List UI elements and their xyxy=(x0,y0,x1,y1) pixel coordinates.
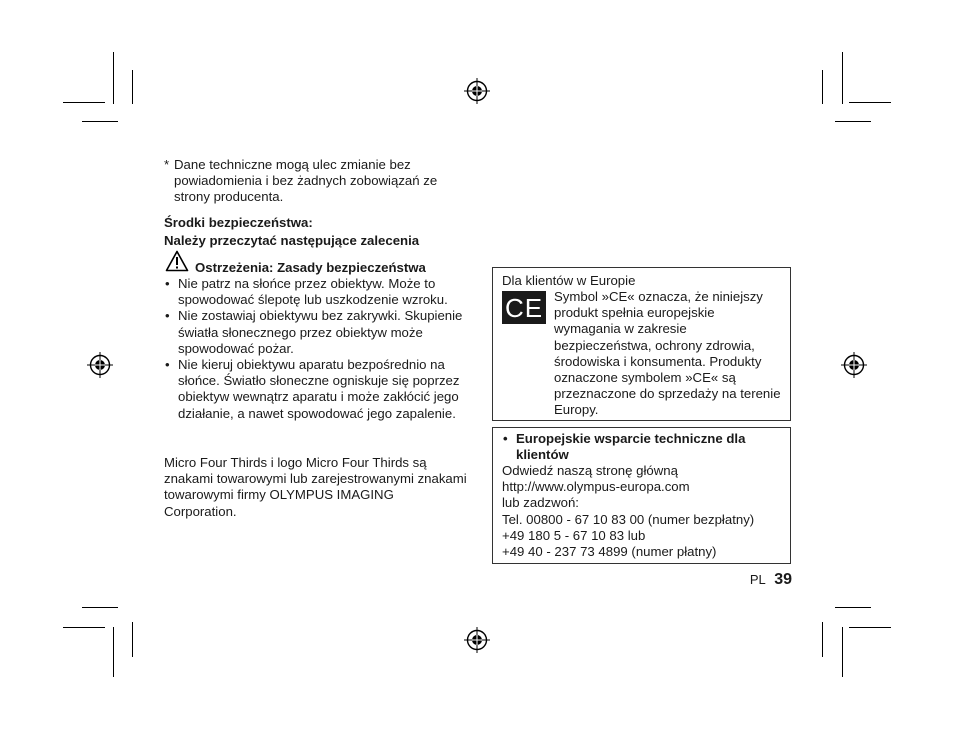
support-line: Odwiedź naszą stronę główną xyxy=(502,463,678,478)
support-heading-text: Europejskie wsparcie techniczne dla klientów xyxy=(516,431,746,463)
europe-box-title: Dla klientów w Europie xyxy=(502,273,636,288)
registration-mark-icon xyxy=(840,351,868,379)
safety-heading: Środki bezpieczeństwa: xyxy=(164,215,313,230)
list-item: • Nie kieruj obiektywu aparatu bezpośrednio na słońce. Światło słoneczne ogniskuje się poprzez obiektyw wewnątrz aparatu i może zakłócić jego działanie, a nawet spowodować jego zapalenie. xyxy=(164,357,464,422)
registration-mark-icon xyxy=(463,77,491,105)
support-line: lub zadzwoń: xyxy=(502,495,579,511)
ce-description: Symbol »CE« oznacza, że niniejszy produkt spełnia europejskie wymagania w zakresie bezpieczeństwa, ochrony zdrowia, środowiska i konsumenta. Produkty oznaczone symbolem »CE« są przeznaczone do sprzedaży na terenie Europy. xyxy=(554,289,781,418)
warning-triangle-icon xyxy=(165,250,189,272)
ce-logo xyxy=(502,291,546,324)
ce-logo-text: CE xyxy=(504,292,544,323)
europe-info-box xyxy=(492,267,791,421)
registration-mark-icon xyxy=(463,626,491,654)
list-item: • Nie patrz na słońce przez obiektyw. Może to spowodować ślepotę lub uszkodzenie wzroku. xyxy=(164,276,464,308)
support-line-phone: Tel. 00800 - 67 10 83 00 (numer bezpłatny) xyxy=(502,511,755,527)
support-lines xyxy=(502,463,787,560)
warning-list xyxy=(164,276,464,422)
note-text: Dane techniczne mogą ulec zmianie bez powiadomienia i bez żadnych zobowiązań ze strony producenta. xyxy=(174,157,438,205)
support-line-url: http://www.olympus-europa.com xyxy=(502,479,690,495)
spec-note xyxy=(164,157,464,206)
safety-subheading: Należy przeczytać następujące zalecenia xyxy=(164,233,420,248)
support-info-box xyxy=(492,427,791,564)
language-code: PL xyxy=(749,572,766,587)
warning-title: Ostrzeżenia: Zasady bezpieczeństwa xyxy=(195,260,426,275)
support-line-phone: +49 40 - 237 73 4899 (numer płatny) xyxy=(502,544,717,560)
note-star: * xyxy=(164,157,170,172)
list-item: • Nie zostawiaj obiektywu bez zakrywki. Skupienie światła słonecznego przez obiektyw może spowodować pożar. xyxy=(164,308,464,357)
support-line-phone: +49 180 5 - 67 10 83 lub xyxy=(502,527,646,543)
page-footer xyxy=(736,571,792,589)
support-heading: • Europejskie wsparcie techniczne dla klientów xyxy=(503,431,746,463)
registration-mark-icon xyxy=(86,351,114,379)
trademark-text: Micro Four Thirds i logo Micro Four Thirds są znakami towarowymi lub zarejestrowanymi znakami towarowymi firmy OLYMPUS IMAGING Corporation. xyxy=(164,455,467,519)
page-number: 39 xyxy=(774,571,792,588)
